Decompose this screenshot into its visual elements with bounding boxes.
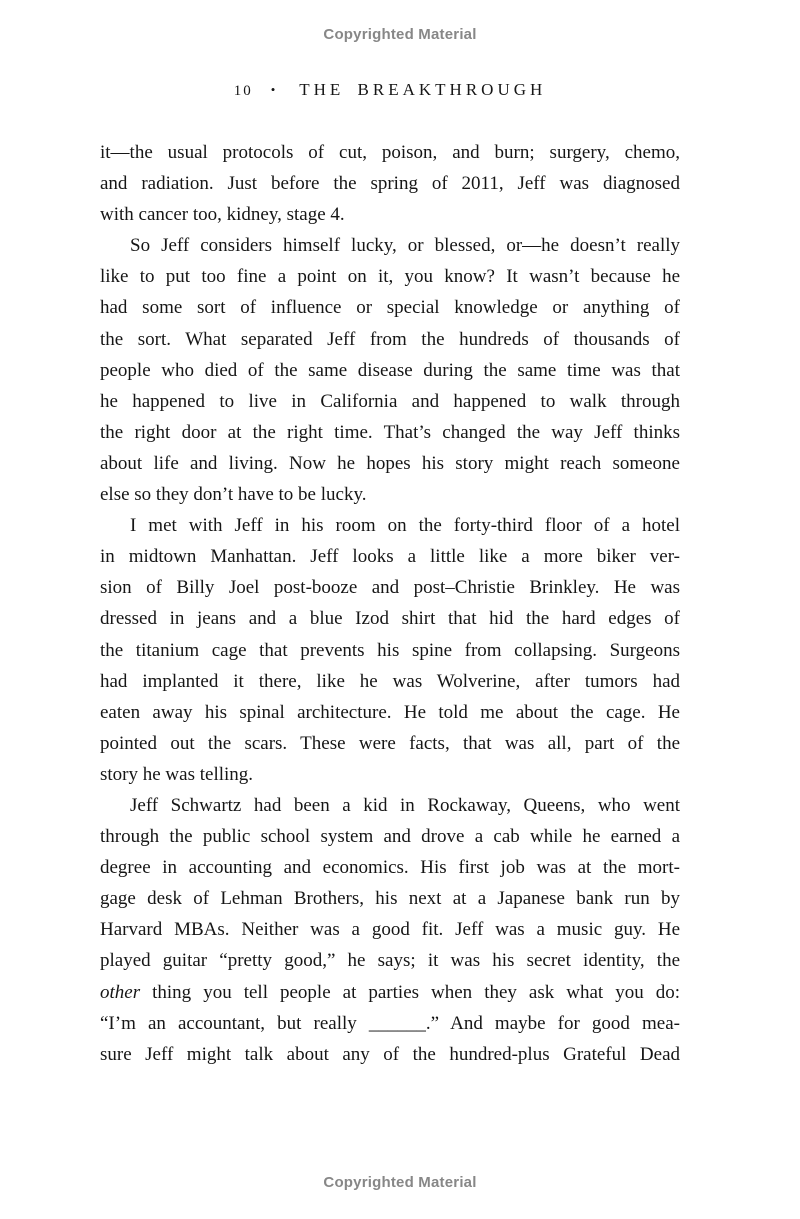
text-segment: dressed in jeans and a blue Izod shirt that hid the hard edges of — [100, 608, 680, 630]
copyright-notice-bottom: Copyrighted Material — [323, 1174, 477, 1191]
text-segment: like to put too fine a point on it, you know? It wasn’t because he — [100, 266, 680, 288]
text-line — [100, 852, 680, 883]
text-line — [100, 697, 680, 728]
text-segment: “I’m an accountant, but really ______.” And maybe for good mea- — [100, 1012, 680, 1034]
text-line — [100, 821, 680, 852]
text-segment: story he was telling. — [100, 763, 254, 785]
text-segment: eaten away his spinal architecture. He told me about the cage. He — [100, 701, 680, 723]
text-line — [100, 914, 680, 945]
text-line — [100, 759, 680, 790]
text-line — [100, 261, 680, 292]
text-line — [100, 1039, 680, 1070]
text-segment: had some sort of influence or special knowledge or anything of — [100, 297, 680, 319]
text-line — [100, 355, 680, 386]
text-segment: sion of Billy Joel post-booze and post–Christie Brinkley. He was — [100, 577, 680, 599]
text-segment: had implanted it there, like he was Wolverine, after tumors had — [100, 670, 680, 692]
running-head — [100, 80, 680, 100]
text-line — [100, 945, 680, 976]
bullet-separator: • — [270, 82, 276, 97]
text-line — [100, 168, 680, 199]
text-segment: Jeff Schwartz had been a kid in Rockaway, Queens, who went — [130, 794, 680, 816]
text-line — [100, 386, 680, 417]
text-line — [100, 666, 680, 697]
text-segment: So Jeff considers himself lucky, or blessed, or—he doesn’t really — [130, 235, 680, 257]
text-segment: the right door at the right time. That’s changed the way Jeff thinks — [100, 421, 680, 443]
text-segment: else so they don’t have to be lucky. — [100, 484, 367, 506]
text-line — [100, 199, 680, 230]
text-line — [100, 603, 680, 634]
text-segment: and radiation. Just before the spring of 2011, Jeff was diagnosed — [100, 173, 680, 195]
page-number: 10 — [233, 83, 253, 99]
text-line — [100, 1008, 680, 1039]
text-segment: about life and living. Now he hopes his story might reach someone — [100, 452, 680, 474]
text-segment: he happened to live in California and happened to walk through — [100, 390, 680, 412]
text-segment: Harvard MBAs. Neither was a good fit. Jeff was a music guy. He — [100, 919, 680, 941]
text-line — [100, 728, 680, 759]
text-line — [100, 790, 680, 821]
copyright-notice-top: Copyrighted Material — [323, 26, 477, 43]
text-line — [100, 137, 680, 168]
text-segment: the titanium cage that prevents his spine from collapsing. Surgeons — [100, 639, 680, 661]
body-text — [100, 137, 680, 1070]
text-line — [100, 479, 680, 510]
text-line — [100, 448, 680, 479]
italic-text-segment: other — [100, 981, 141, 1003]
text-line — [100, 417, 680, 448]
text-segment: through the public school system and drove a cab while he earned a — [100, 826, 680, 848]
text-segment: the sort. What separated Jeff from the hundreds of thousands of — [100, 328, 680, 350]
text-segment: played guitar “pretty good,” he says; it was his secret identity, the — [100, 950, 680, 972]
text-segment: it—the usual protocols of cut, poison, and burn; surgery, chemo, — [100, 142, 680, 163]
text-line — [100, 883, 680, 914]
text-line — [100, 635, 680, 666]
text-segment: people who died of the same disease during the same time was that — [100, 359, 680, 381]
text-segment: gage desk of Lehman Brothers, his next at a Japanese bank run by — [100, 888, 680, 910]
text-line — [100, 977, 680, 1008]
text-line — [100, 572, 680, 603]
text-line — [100, 230, 680, 261]
book-title: THE BREAKTHROUGH — [299, 80, 547, 99]
text-segment: degree in accounting and economics. His first job was at the mort- — [100, 857, 680, 879]
text-line — [100, 324, 680, 355]
text-line — [100, 510, 680, 541]
text-line — [100, 541, 680, 572]
text-segment: sure Jeff might talk about any of the hundred-plus Grateful Dead — [100, 1043, 680, 1065]
text-segment: with cancer too, kidney, stage 4. — [100, 204, 345, 226]
text-segment: in midtown Manhattan. Jeff looks a little like a more biker ver- — [100, 546, 680, 568]
text-segment: pointed out the scars. These were facts, that was all, part of the — [100, 732, 680, 754]
text-segment: I met with Jeff in his room on the forty-third floor of a hotel — [130, 515, 680, 537]
text-line — [100, 292, 680, 323]
text-segment: thing you tell people at parties when they ask what you do: — [140, 981, 680, 1003]
